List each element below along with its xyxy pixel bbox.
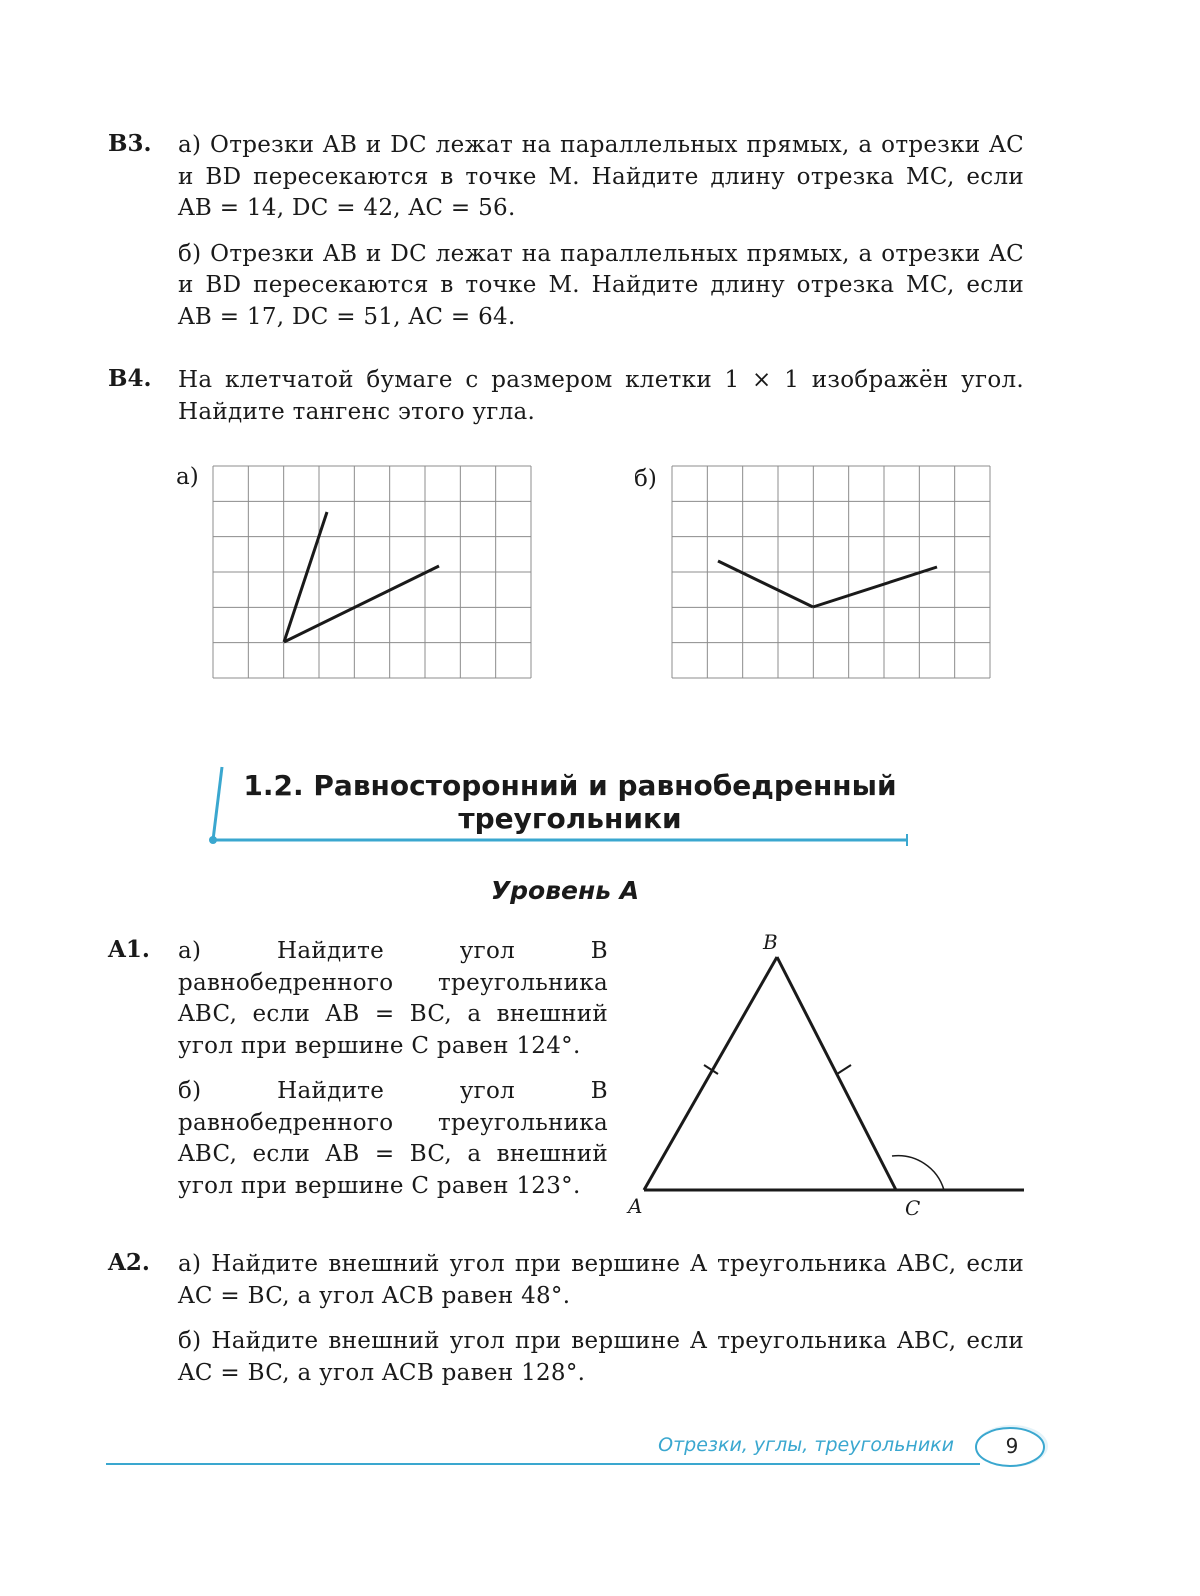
page-number: 9 xyxy=(1005,1434,1019,1458)
triangle-side-ab xyxy=(644,957,777,1190)
problem-part-b: б) Отрезки AB и DC лежат на параллельных прямых, а отрезки AC и BD пересекаются в точке M. Найдите длину отрезка MC, если AB = 17, DC = 51, AC = 64. xyxy=(178,240,1024,330)
problem-number: B4. xyxy=(108,365,152,392)
grid-figure-a xyxy=(212,465,532,679)
problem-part-b: б) Найдите угол B равнобедренного треугольника ABC, если AB = BC, а внешний угол при вершине C равен 123°. xyxy=(178,1078,608,1199)
problem-part-b: б) Найдите внешний угол при вершине A треугольника ABC, если AC = BC, а угол ACB равен 128°. xyxy=(178,1328,1024,1386)
problem-statement: На клетчатой бумаге с размером клетки 1 × 1 изображён угол. Найдите тангенс этого угла. xyxy=(178,367,1024,425)
angle-ray xyxy=(718,561,813,607)
tick-mark xyxy=(837,1065,851,1074)
vertex-label-c: C xyxy=(905,1196,921,1220)
footer-chapter-title: Отрезки, углы, треугольники xyxy=(658,1434,954,1456)
problem-part-a: а) Отрезки AB и DC лежат на параллельных прямых, а отрезки AC и BD пересекаются в точке M. Найдите длину отрезка MC, если AB = 14, DC = 42, AC = 56. xyxy=(178,132,1024,221)
exterior-angle-arc xyxy=(892,1156,944,1190)
grid-lines xyxy=(672,466,990,678)
grid-figure-b xyxy=(671,465,991,679)
angle-ray xyxy=(284,566,439,642)
problem-number: A2. xyxy=(108,1249,150,1276)
section-title-line: 1.2. Равносторонний и равнобедренный xyxy=(243,769,897,802)
level-heading: Уровень А xyxy=(490,876,640,905)
problem-part-a: а) Найдите угол B равнобедренного треугольника ABC, если AB = BC, а внешний угол при вершине C равен 124°. xyxy=(178,938,608,1059)
angle-ray xyxy=(813,567,937,607)
problem-text xyxy=(178,936,608,1216)
problem-text xyxy=(178,1249,1024,1403)
problem-text xyxy=(178,365,1024,442)
vertex-label-a: A xyxy=(628,1194,643,1218)
grid-label-a: а) xyxy=(176,464,199,490)
section-title-line: треугольники xyxy=(458,802,682,835)
triangle-side-bc xyxy=(777,957,896,1190)
section-title xyxy=(240,769,900,835)
problem-part-a: а) Найдите внешний угол при вершине A треугольника ABC, если AC = BC, а угол ACB равен 48°. xyxy=(178,1251,1024,1309)
grid-lines xyxy=(213,466,531,678)
problem-number: A1. xyxy=(108,936,150,963)
grid-label-b: б) xyxy=(634,466,657,492)
triangle-figure xyxy=(630,950,1030,1210)
problem-text xyxy=(178,130,1024,347)
problem-number: B3. xyxy=(108,130,152,157)
vertex-label-b: B xyxy=(763,930,778,954)
